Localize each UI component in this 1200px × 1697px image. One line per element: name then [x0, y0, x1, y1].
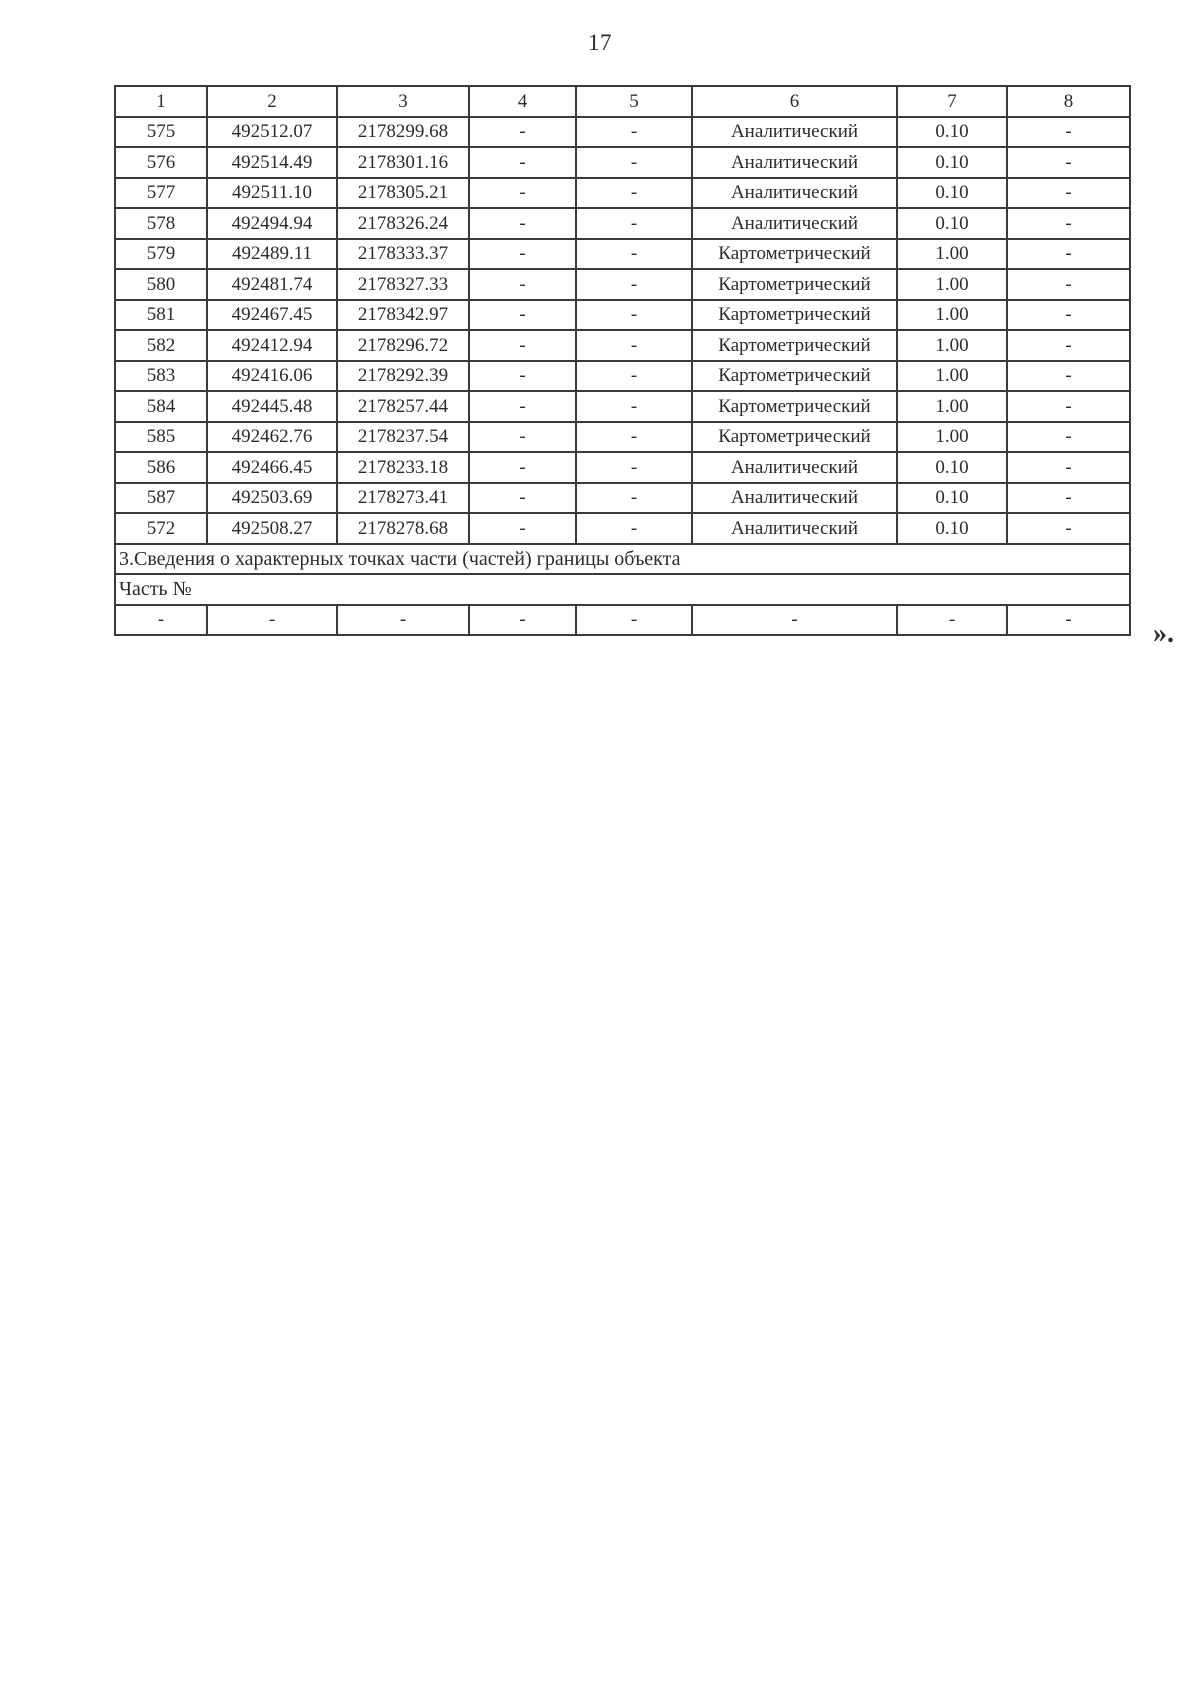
table-cell: Аналитический: [692, 117, 897, 148]
table-row: [115, 422, 1130, 453]
table-cell: 0.10: [897, 483, 1007, 514]
table-cell: 2178327.33: [337, 269, 469, 300]
table-row: [115, 147, 1130, 178]
table-cell: 1.00: [897, 391, 1007, 422]
closing-quote-mark: ».: [1153, 618, 1174, 649]
table-cell: 1.00: [897, 422, 1007, 453]
table-cell: -: [1007, 513, 1130, 544]
table-cell: 492412.94: [207, 330, 337, 361]
table-cell: 2178273.41: [337, 483, 469, 514]
table-cell: 2178333.37: [337, 239, 469, 270]
table-cell: 492416.06: [207, 361, 337, 392]
table-cell: -: [207, 605, 337, 636]
table-cell: 2178301.16: [337, 147, 469, 178]
table-cell: 581: [115, 300, 207, 331]
section-title: 3.Сведения о характерных точках части (частей) границы объекта: [115, 544, 1130, 575]
table-cell: 492445.48: [207, 391, 337, 422]
table-cell: 492481.74: [207, 269, 337, 300]
table-cell: -: [1007, 452, 1130, 483]
table-cell: 1.00: [897, 239, 1007, 270]
table-cell: 492511.10: [207, 178, 337, 209]
table-cell: 0.10: [897, 147, 1007, 178]
table-cell: 584: [115, 391, 207, 422]
header-cell: 3: [337, 86, 469, 117]
table-cell: 587: [115, 483, 207, 514]
table-cell: -: [469, 208, 576, 239]
table-cell: -: [1007, 483, 1130, 514]
table-cell: 492462.76: [207, 422, 337, 453]
table-cell: -: [469, 361, 576, 392]
table-row: [115, 300, 1130, 331]
table-cell: -: [576, 513, 692, 544]
table-cell: 580: [115, 269, 207, 300]
table-cell: 578: [115, 208, 207, 239]
empty-data-row: [115, 605, 1130, 636]
table-cell: 492508.27: [207, 513, 337, 544]
table-cell: 1.00: [897, 330, 1007, 361]
table-cell: 1.00: [897, 300, 1007, 331]
table-cell: 2178257.44: [337, 391, 469, 422]
table-row: [115, 361, 1130, 392]
table-cell: 1.00: [897, 361, 1007, 392]
table-cell: -: [1007, 361, 1130, 392]
table-cell: -: [576, 239, 692, 270]
table-row: [115, 452, 1130, 483]
table-cell: Картометрический: [692, 361, 897, 392]
table-cell: 2178278.68: [337, 513, 469, 544]
table-cell: 2178233.18: [337, 452, 469, 483]
table-cell: 492514.49: [207, 147, 337, 178]
header-cell: 4: [469, 86, 576, 117]
table-row: [115, 269, 1130, 300]
table-cell: -: [1007, 422, 1130, 453]
table-cell: 575: [115, 117, 207, 148]
table-row: [115, 208, 1130, 239]
table-cell: -: [469, 483, 576, 514]
table-cell: 2178326.24: [337, 208, 469, 239]
table-cell: 585: [115, 422, 207, 453]
table-cell: 492489.11: [207, 239, 337, 270]
table-cell: -: [469, 147, 576, 178]
table-cell: 0.10: [897, 208, 1007, 239]
table-cell: Аналитический: [692, 178, 897, 209]
table-cell: Картометрический: [692, 330, 897, 361]
table-cell: -: [469, 117, 576, 148]
table-cell: 577: [115, 178, 207, 209]
table-cell: -: [1007, 269, 1130, 300]
section-title-row: [115, 544, 1130, 575]
table-cell: -: [1007, 300, 1130, 331]
table-cell: -: [576, 361, 692, 392]
table-header-row: [115, 86, 1130, 117]
table-cell: -: [576, 208, 692, 239]
table-cell: Картометрический: [692, 269, 897, 300]
table-row: [115, 391, 1130, 422]
table-cell: 2178237.54: [337, 422, 469, 453]
table-cell: -: [1007, 178, 1130, 209]
table-cell: -: [897, 605, 1007, 636]
table-cell: -: [337, 605, 469, 636]
header-cell: 5: [576, 86, 692, 117]
table-cell: 2178296.72: [337, 330, 469, 361]
table-cell: 579: [115, 239, 207, 270]
page-number: 17: [588, 30, 612, 55]
table-cell: -: [576, 178, 692, 209]
table-cell: -: [1007, 605, 1130, 636]
table-cell: Аналитический: [692, 483, 897, 514]
table-row: [115, 117, 1130, 148]
header-cell: 6: [692, 86, 897, 117]
table-cell: -: [115, 605, 207, 636]
table-cell: Аналитический: [692, 513, 897, 544]
table-cell: 2178305.21: [337, 178, 469, 209]
table-cell: -: [469, 239, 576, 270]
header-cell: 2: [207, 86, 337, 117]
table-cell: 492467.45: [207, 300, 337, 331]
table-cell: 492494.94: [207, 208, 337, 239]
table-cell: 492512.07: [207, 117, 337, 148]
table-cell: -: [692, 605, 897, 636]
table-cell: -: [576, 391, 692, 422]
table-cell: Аналитический: [692, 208, 897, 239]
table-cell: -: [576, 452, 692, 483]
table-cell: -: [469, 605, 576, 636]
table-cell: 0.10: [897, 452, 1007, 483]
header-cell: 1: [115, 86, 207, 117]
table-cell: -: [469, 178, 576, 209]
table-cell: -: [1007, 117, 1130, 148]
table-cell: 2178292.39: [337, 361, 469, 392]
table-cell: 582: [115, 330, 207, 361]
table-cell: -: [469, 391, 576, 422]
table-cell: -: [1007, 208, 1130, 239]
header-cell: 8: [1007, 86, 1130, 117]
table-cell: -: [576, 147, 692, 178]
table-cell: 0.10: [897, 178, 1007, 209]
table-cell: 572: [115, 513, 207, 544]
table-cell: -: [576, 300, 692, 331]
table-cell: 492503.69: [207, 483, 337, 514]
table-cell: -: [469, 513, 576, 544]
table-row: [115, 239, 1130, 270]
table-cell: 2178299.68: [337, 117, 469, 148]
table-cell: -: [469, 330, 576, 361]
table-cell: -: [576, 483, 692, 514]
table-row: [115, 483, 1130, 514]
table-cell: Картометрический: [692, 391, 897, 422]
header-cell: 7: [897, 86, 1007, 117]
table-cell: Картометрический: [692, 239, 897, 270]
table-cell: 583: [115, 361, 207, 392]
table-row: [115, 513, 1130, 544]
table-cell: -: [576, 269, 692, 300]
table-cell: 2178342.97: [337, 300, 469, 331]
table-cell: -: [1007, 391, 1130, 422]
table-cell: -: [576, 605, 692, 636]
table-cell: Картометрический: [692, 422, 897, 453]
table-cell: -: [576, 422, 692, 453]
table-cell: -: [1007, 147, 1130, 178]
table-cell: Картометрический: [692, 300, 897, 331]
table-cell: -: [469, 269, 576, 300]
table-cell: Аналитический: [692, 147, 897, 178]
part-label-row: [115, 574, 1130, 605]
table-cell: Аналитический: [692, 452, 897, 483]
table-cell: 1.00: [897, 269, 1007, 300]
table-cell: -: [1007, 330, 1130, 361]
table-cell: -: [469, 422, 576, 453]
table-cell: -: [469, 300, 576, 331]
table-cell: -: [469, 452, 576, 483]
table-cell: -: [576, 330, 692, 361]
table-cell: 586: [115, 452, 207, 483]
table-row: [115, 330, 1130, 361]
table-cell: 576: [115, 147, 207, 178]
table-row: [115, 178, 1130, 209]
table-cell: -: [576, 117, 692, 148]
table-cell: 492466.45: [207, 452, 337, 483]
table-cell: 0.10: [897, 117, 1007, 148]
part-label: Часть №: [115, 574, 1130, 605]
coordinates-table: [114, 85, 1131, 636]
table-cell: 0.10: [897, 513, 1007, 544]
table-cell: -: [1007, 239, 1130, 270]
